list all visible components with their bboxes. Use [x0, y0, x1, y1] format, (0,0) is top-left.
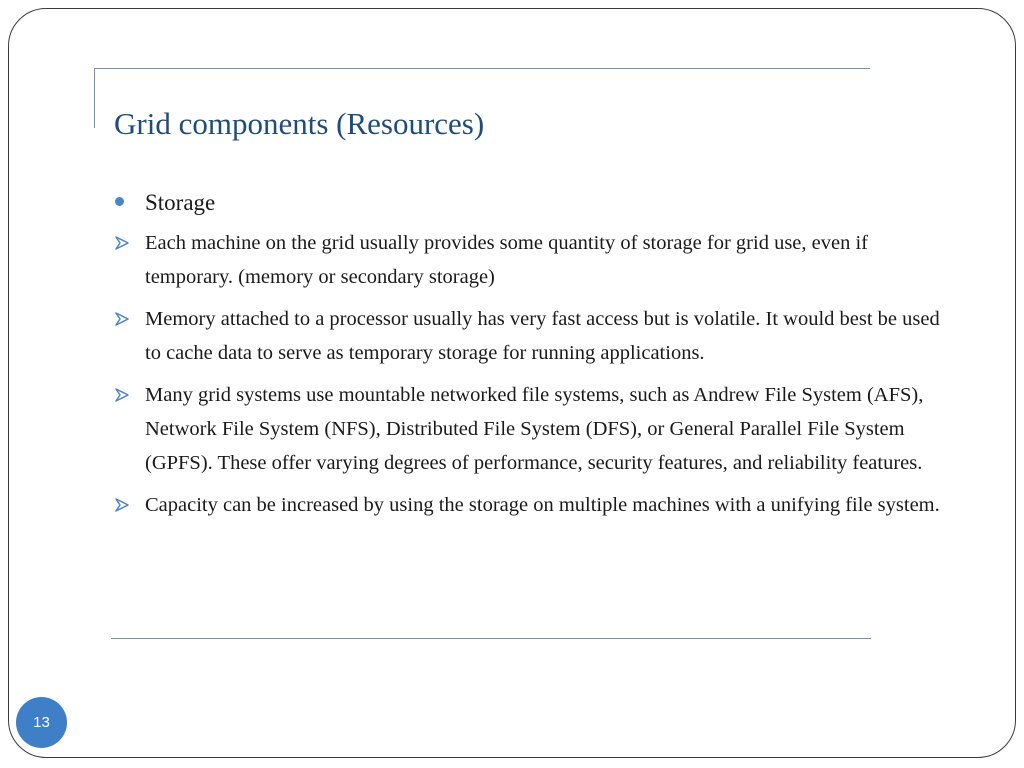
sub-bullet-text: Memory attached to a processor usually has very fast access but is volatile. It would best be used to cache data to serve as temporary storage for running applications. — [145, 308, 940, 364]
arrowhead-bullet-icon — [115, 388, 129, 402]
title-rule-top — [94, 68, 870, 69]
sub-bullet-text: Each machine on the grid usually provides some quantity of storage for grid use, even if temporary. (memory or secondary storage) — [145, 232, 868, 288]
bullet-storage — [114, 186, 954, 220]
arrowhead-bullet-icon — [115, 498, 129, 512]
page-number-badge: 13 — [16, 697, 67, 748]
slide-title: Grid components (Resources) — [114, 106, 485, 141]
bullet-dot-icon — [115, 197, 124, 206]
title-rule-left — [94, 68, 95, 128]
slide-content — [114, 186, 954, 530]
bullet-storage-text: Storage — [145, 190, 216, 215]
sub-bullet-text: Capacity can be increased by using the storage on multiple machines with a unifying file system. — [145, 494, 940, 516]
sub-bullet-memory — [114, 302, 954, 370]
sub-bullet-text: Many grid systems use mountable networked file systems, such as Andrew File System (AFS), Network File System (NFS), Distributed File System (DFS), or General Parallel File System (GPFS). These offer varying degrees of performance, security features, and reliability features. — [145, 384, 924, 474]
sub-bullet-storage-per-machine — [114, 226, 954, 294]
sub-bullet-capacity — [114, 488, 954, 522]
footer-rule — [111, 638, 871, 639]
sub-bullet-file-systems — [114, 378, 954, 480]
arrowhead-bullet-icon — [115, 312, 129, 326]
arrowhead-bullet-icon — [115, 236, 129, 250]
